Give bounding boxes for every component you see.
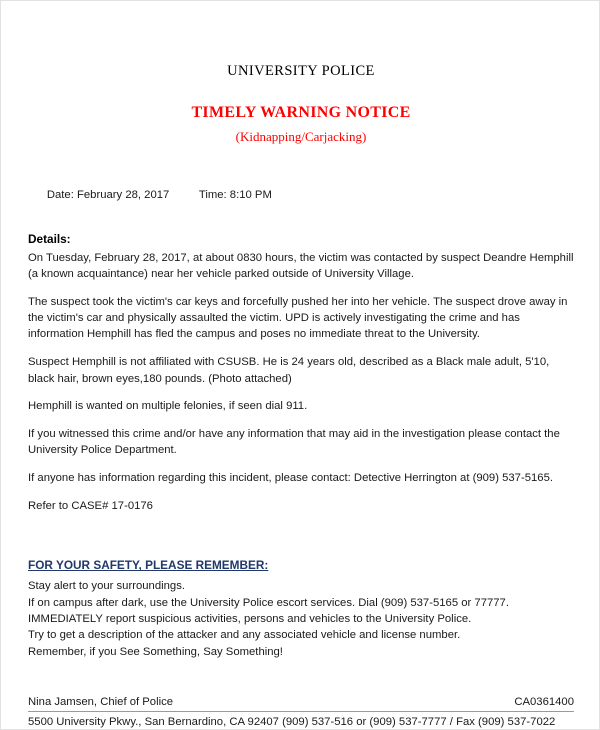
details-paragraph-2: The suspect took the victim's car keys and forcefully pushed her into her vehicle. The suspect drove away in the victim's car and physically assaulted the victim. UPD is actively investigating the crime and has information Hemphill has fled the campus and poses no immediate threat to the University. bbox=[28, 295, 568, 341]
incident-time: Time: 8:10 PM bbox=[198, 188, 272, 201]
details-paragraph-5: If you witnessed this crime and/or have any information that may aid in the investigation please contact the University Police Department. bbox=[28, 427, 560, 457]
warning-notice-subtitle: (Kidnapping/Carjacking) bbox=[235, 128, 367, 144]
date-time-row bbox=[28, 173, 574, 217]
footer-signature-row bbox=[28, 695, 574, 710]
details-paragraph-4: Hemphill is wanted on multiple felonies, if seen dial 911. bbox=[28, 400, 308, 413]
footer-divider bbox=[28, 711, 574, 712]
safety-tip-item: Remember, if you See Something, Say Something! bbox=[28, 645, 283, 658]
safety-tip-item: Stay alert to your surroundings. bbox=[28, 580, 185, 593]
warning-notice-title: TIMELY WARNING NOTICE bbox=[191, 104, 411, 122]
safety-tip-item: Try to get a description of the attacker and any associated vehicle and license number. bbox=[28, 629, 461, 642]
details-paragraph-6: If anyone has information regarding this incident, please contact: Detective Herrington at (909) 537-5165. bbox=[28, 472, 553, 485]
safety-tips-list bbox=[28, 578, 574, 659]
agency-code: CA0361400 bbox=[514, 695, 574, 708]
safety-tip-item: If on campus after dark, use the University Police escort services. Dial (909) 537-5165 or 77777. bbox=[28, 596, 509, 609]
details-paragraph-1: On Tuesday, February 28, 2017, at about 0830 hours, the victim was contacted by suspect Deandre Hemphill (a known acquaintance) near her vehicle parked outside of University Village. bbox=[28, 251, 574, 280]
document-content bbox=[28, 1, 574, 730]
incident-date: Date: February 28, 2017 bbox=[46, 188, 170, 201]
safety-section-heading: FOR YOUR SAFETY, PLEASE REMEMBER: bbox=[28, 558, 269, 573]
chief-of-police-signature: Nina Jamsen, Chief of Police bbox=[28, 695, 174, 708]
case-reference: Refer to CASE# 17-0176 bbox=[28, 499, 153, 512]
safety-section bbox=[28, 525, 574, 659]
details-paragraph-3: Suspect Hemphill is not affiliated with CSUSB. He is 24 years old, described as a Black male adult, 5'10, black hair, brown eyes,180 pounds. (Photo attached) bbox=[28, 356, 550, 385]
footer-address: 5500 University Pkwy., San Bernardino, CA 92407 (909) 537-516 or (909) 537-7777 / Fax (909) 537-7022 bbox=[28, 715, 556, 728]
safety-tip-item: IMMEDIATELY report suspicious activities, persons and vehicles to the University Police. bbox=[28, 613, 472, 626]
page-title: UNIVERSITY POLICE bbox=[227, 63, 375, 79]
details-label: Details: bbox=[28, 232, 71, 247]
document-footer bbox=[28, 695, 574, 730]
